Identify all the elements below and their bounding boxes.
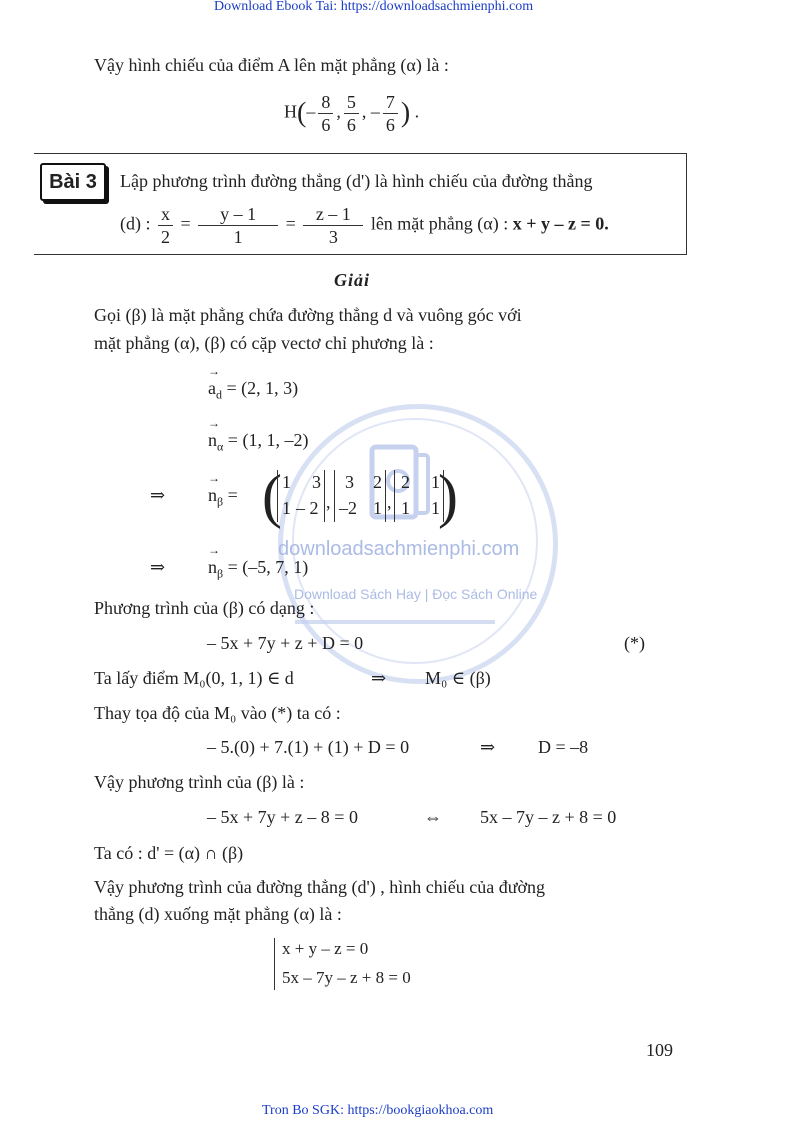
eq-substitute-result: D = –8 — [538, 737, 589, 757]
system-eq-1: x + y – z = 0 — [282, 939, 369, 958]
solution-p7: Ta có : d' = (α) ∩ (β) — [94, 843, 244, 863]
solution-p2: mặt phẳng (α), (β) có cặp vectơ chỉ phương là : — [94, 333, 434, 353]
determinant-2: 3 2 –2 1 — [334, 470, 386, 522]
problem-tag: Bài 3 — [40, 163, 106, 201]
point-h: H(– $\frac{8}{6}$ , $\frac{5}{6}$ , – $\frac{7}{6}$ ) . — [284, 92, 420, 135]
vector-ad: → $a_d = (2$, 1, 3) — [208, 378, 298, 403]
footer-link[interactable]: Tron Bo SGK: https://bookgiaokhoa.com — [262, 1103, 494, 1118]
page-number: 109 — [646, 1040, 673, 1060]
h-y-fraction: $\frac{5}{6}$ — [344, 91, 359, 136]
vector-na: → $n_\alpha = (1$, 1, –2) — [208, 430, 308, 455]
problem-line1: Lập phương trình đường thẳng (d') là hình chiếu của đường thẳng — [120, 171, 593, 191]
eq-substitute-arrow: ⇒ — [480, 737, 496, 757]
determinant-3: 2 1 1 1 — [394, 470, 444, 522]
watermark-slogan: Download Sách Hay | Đọc Sách Online — [294, 586, 538, 602]
intro-line: Vậy hình chiếu của điểm A lên mặt phẳng (α) là : — [94, 55, 449, 75]
watermark-site: downloadsachmienphi.com — [278, 538, 520, 560]
h-x-fraction: $\frac{8}{6}$ — [318, 91, 333, 136]
vector-nb: → $n_\beta = (-5$, 7, 1) — [208, 557, 308, 582]
right-paren: ) — [438, 463, 458, 529]
p4-result: M₀ ∈ (β) — [425, 668, 491, 688]
solution-p6: Vậy phương trình của (β) là : — [94, 772, 305, 792]
problem-line2: (d) : $\frac{x}{2}$ = $\frac{y - 1}{1}$ = $\frac{z - 1}{3}$ lên mặt phẳng (α) : x + y – z = 0. — [120, 204, 609, 247]
eq-substitute: – 5.(0) + 7.(1) + (1) + D = 0 — [207, 737, 410, 757]
p4-arrow: ⇒ — [371, 668, 387, 688]
eq-beta-right: 5x – 7y – z + 8 = 0 — [480, 807, 617, 827]
solution-p8: Vậy phương trình của đường thẳng (d') , hình chiếu của đường — [94, 877, 545, 897]
vector-nb-det: → $n_\beta$ = — [208, 485, 238, 510]
eq-beta-left: – 5x + 7y + z – 8 = 0 — [207, 807, 358, 827]
h-z-fraction: $\frac{7}{6}$ — [383, 91, 398, 136]
solution-p5: Thay tọa độ của M₀ vào (*) ta có : — [94, 703, 341, 723]
eq-star-label: (*) — [624, 633, 645, 653]
implies-arrow-1: ⇒ — [150, 485, 166, 505]
solution-p3: Phương trình của (β) có dạng : — [94, 598, 315, 618]
eq-beta-form: – 5x + 7y + z + D = 0 — [207, 633, 364, 653]
solution-heading: Giải — [334, 270, 371, 290]
system-eq-2: 5x – 7y – z + 8 = 0 — [282, 968, 411, 987]
solution-p4: Ta lấy điểm M₀(0, 1, 1) ∈ d — [94, 668, 294, 688]
left-paren: ( — [262, 463, 282, 529]
implies-arrow-2: ⇒ — [150, 557, 166, 577]
header-link[interactable]: Download Ebook Tai: https://downloadsachmienphi.com — [214, 0, 534, 14]
eq-beta-iff: ⇔ — [424, 807, 442, 827]
solution-p1: Gọi (β) là mặt phẳng chứa đường thẳng d và vuông góc với — [94, 305, 522, 325]
solution-p9: thẳng (d) xuống mặt phẳng (α) là : — [94, 904, 342, 924]
point-label: H — [284, 101, 297, 122]
determinant-1: 1 3 1 – 2 — [277, 470, 325, 522]
watermark-underline — [295, 620, 495, 624]
